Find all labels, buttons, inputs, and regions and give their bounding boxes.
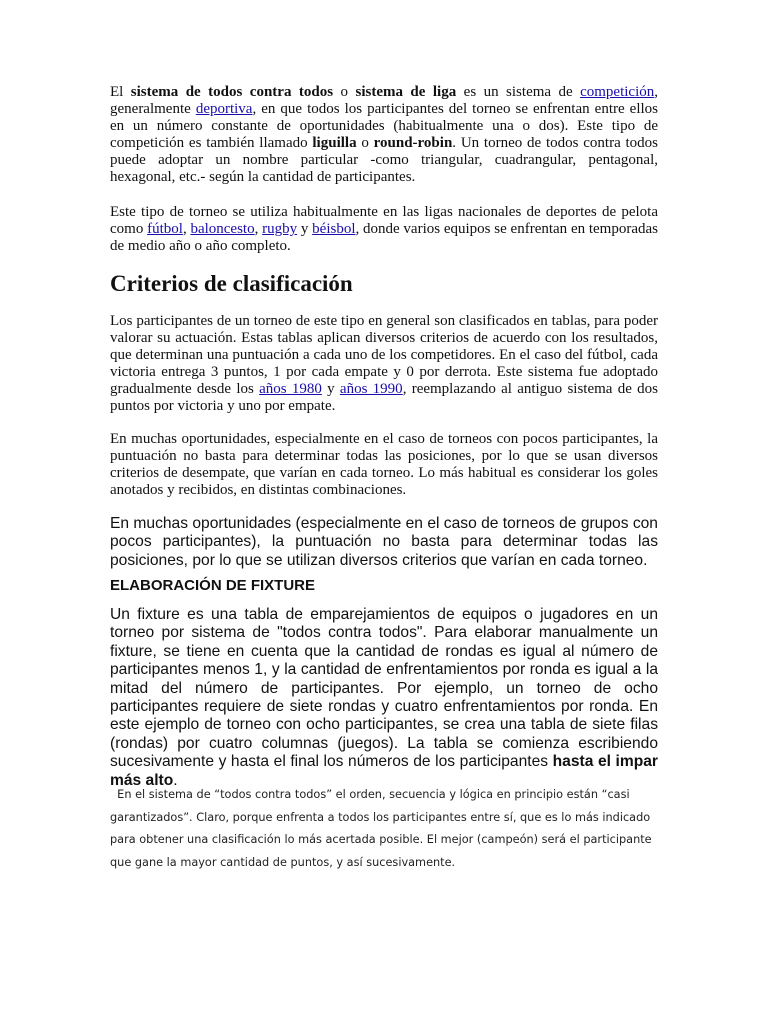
text-run: y <box>321 381 340 397</box>
bold-term: sistema de todos contra todos <box>130 84 334 100</box>
text-run: , <box>182 221 191 237</box>
text-run: , generalmente <box>110 84 659 117</box>
text-run: . Un torneo de todos contra todos puede adoptar un nombre particular -como triangular, cuadrangular, pentagonal, hexagonal, etc.- según la cantidad de participantes. <box>110 135 659 185</box>
system-note-paragraph <box>110 784 660 874</box>
text-run: , en que todos los participantes del torneo se enfrentan entre ellos en un número constante de oportunidades (habitualmente una o dos). Este tipo de competición es también llamado <box>110 101 658 151</box>
tiebreak-sans-paragraph: En muchas oportunidades (especialmente en el caso de torneos de grupos con pocos participantes), la puntuación no basta para determinar todas las posiciones, por lo que se utilizan diversos criterios que varían en cada torneo. <box>110 515 658 569</box>
link-beisbol[interactable]: béisbol <box>312 221 356 237</box>
text-run: . <box>173 771 178 789</box>
link-rugby[interactable]: rugby <box>262 221 298 237</box>
bold-term: round-robin <box>373 135 453 151</box>
text-run: o <box>356 135 374 151</box>
note-line: En el sistema de “todos contra todos” el orden, secuencia y lógica en principio están “casi <box>110 788 630 801</box>
text-run: Este tipo de torneo se utiliza habitualmente en las ligas nacionales de deportes de pelota como <box>110 204 658 237</box>
classification-paragraph <box>110 313 658 415</box>
tiebreak-paragraph: En muchas oportunidades, especialmente en el caso de torneos con pocos participantes, la puntuación no basta para determinar todas las posiciones, por lo que se usan diversos criterios de desempate, que varían en cada torneo. Lo más habitual es considerar los goles anotados y recibidos, en distintas combinaciones. <box>110 431 658 498</box>
link-anos-1980[interactable]: años 1980 <box>259 381 322 397</box>
section-heading-criterios: Criterios de clasificación <box>110 271 353 296</box>
intro-paragraph <box>110 84 658 186</box>
link-baloncesto[interactable]: baloncesto <box>190 221 255 237</box>
note-line: garantizados”. Claro, porque enfrenta a todos los participantes entre sí, que es lo más indicado <box>110 810 651 824</box>
text-run: Los participantes de un torneo de este tipo en general son clasificados en tablas, para poder valorar su actuación. Estas tablas aplican diversos criterios de acuerdo con los resultados, que determinan una puntuación a cada uno de los competidores. En el caso del fútbol, cada victoria entrega 3 puntos, 1 por cada empate y 0 por derrota. Este sistema fue adoptado gradualmente desde los <box>110 313 658 397</box>
link-competicion[interactable]: competición <box>580 84 655 100</box>
text-run: o <box>333 84 356 100</box>
bold-term: sistema de liga <box>355 84 457 100</box>
fixture-paragraph <box>110 606 658 790</box>
note-line: para obtener una clasificación lo más acertada posible. El mejor (campeón) será el participante <box>110 833 652 847</box>
link-anos-1990[interactable]: años 1990 <box>339 381 403 397</box>
text-run: , reemplazando al antiguo sistema de dos puntos por victoria y uno por empate. <box>110 381 658 414</box>
link-deportiva[interactable]: deportiva <box>195 101 253 117</box>
text-run: El <box>110 84 131 100</box>
bold-term: liguilla <box>312 135 357 151</box>
text-run: es un sistema de <box>456 84 581 100</box>
section-heading-fixture: ELABORACIÓN DE FIXTURE <box>110 577 316 594</box>
text-run: Un fixture es una tabla de emparejamientos de equipos o jugadores en un torneo por sistema de "todos contra todos". Para elaborar manualmente un fixture, se tiene en cuenta que la cantidad de rondas es igual al número de participantes menos 1, y la cantidad de enfrentamientos por ronda es igual a la mitad del número de participantes. Por ejemplo, un torneo de ocho participantes requiere de siete rondas y cuatro enfrentamientos por ronda. En este ejemplo de torneo con ocho participantes, se crea una tabla de siete filas (rondas) por cuatro columnas (juegos). La tabla se comienza escribiendo sucesivamente y hasta el final los números de los participantes <box>110 606 658 771</box>
text-run: y <box>297 221 313 237</box>
text-run: , <box>254 221 263 237</box>
note-line: que gane la mayor cantidad de puntos, y así sucesivamente. <box>110 855 456 869</box>
link-futbol[interactable]: fútbol <box>147 221 183 237</box>
text-run: , donde varios equipos se enfrentan en temporadas de medio año o año completo. <box>110 221 659 254</box>
sports-paragraph <box>110 204 658 255</box>
bold-term: hasta el impar más alto <box>110 753 658 789</box>
